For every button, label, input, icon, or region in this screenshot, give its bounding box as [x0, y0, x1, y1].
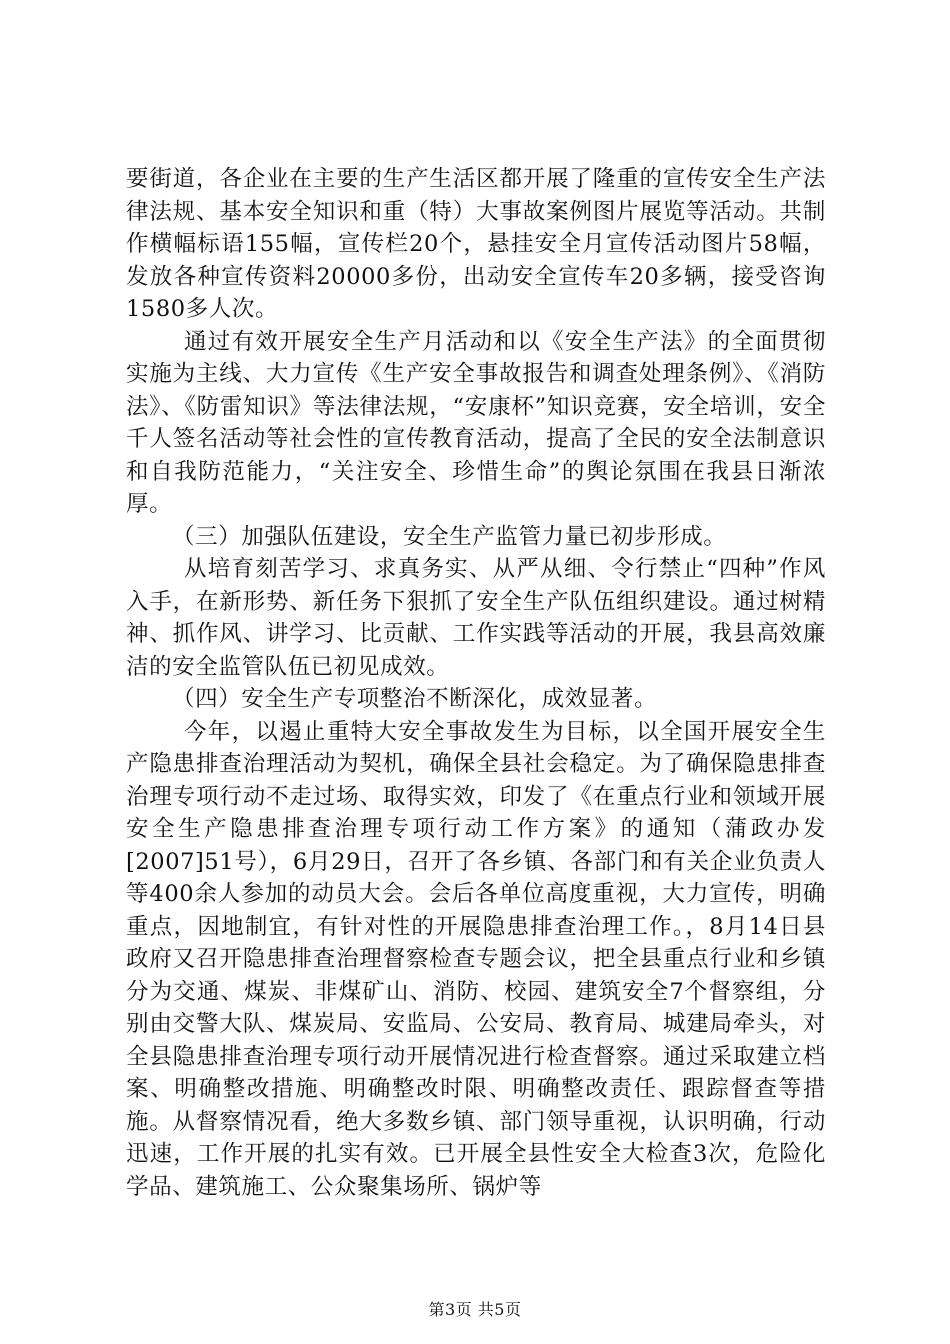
section-heading-team-building: （三）加强队伍建设，安全生产监管力量已初步形成。: [172, 523, 727, 550]
document-body: [126, 163, 826, 1203]
page-number: 第3页 共5页: [428, 1300, 522, 1319]
paragraph-team-building: 从培育刻苦学习、求真务实、从严从细、令行禁止“四种”作风入手，在新形势、新任务下狠抓了安全生产队伍组织建设。通过树精神、抓作风、讲学习、比贡献、工作实践等活动的开展，我县高效廉洁的安全监管队伍已初见成效。: [126, 556, 826, 680]
paragraph-safety-month: 通过有效开展安全生产月活动和以《安全生产法》的全面贯彻实施为主线、大力宣传《生产安全事故报告和调查处理条例》、《消防法》、《防雷知识》等法律法规，“安康杯”知识竞赛，安全培训，安全千人签名活动等社会性的宣传教育活动，提高了全民的安全法制意识和自我防范能力，“关注安全、珍惜生命”的舆论氛围在我县日渐浓厚。: [126, 328, 826, 517]
page-footer: [0, 1300, 950, 1320]
paragraph-special-rectification: 今年，以遏止重特大安全事故发生为目标，以全国开展安全生产隐患排查治理活动为契机，确保全县社会稳定。为了确保隐患排查治理专项行动不走过场、取得实效，印发了《在重点行业和领域开展安全生产隐患排查治理专项行动工作方案》的通知（蒲政办发[2007]51号），6月29日，召开了各乡镇、各部门和有关企业负责人等400余人参加的动员大会。会后各单位高度重视，大力宣传，明确重点，因地制宜，有针对性的开展隐患排查治理工作。，8月14日县政府又召开隐患排查治理督察检查专题会议，把全县重点行业和乡镇分为交通、煤炭、非煤矿山、消防、校园、建筑安全7个督察组，分别由交警大队、煤炭局、安监局、公安局、教育局、城建局牵头，对全县隐患排查治理专项行动开展情况进行检查督察。通过采取建立档案、明确整改措施、明确整改时限、明确整改责任、跟踪督查等措施。从督察情况看，绝大多数乡镇、部门领导重视，认识明确，行动迅速，工作开展的扎实有效。已开展全县性安全大检查3次，危险化学品、建筑施工、公众聚集场所、锅炉等: [126, 718, 826, 1200]
section-heading-special-rectification: （四）安全生产专项整治不断深化，成效显著。: [172, 686, 658, 712]
paragraph-publicity-stats: 要街道，各企业在主要的生产生活区都开展了隆重的宣传安全生产法律法规、基本安全知识和重（特）大事故案例图片展览等活动。共制作横幅标语155幅，宣传栏20个，悬挂安全月宣传活动图片58幅，发放各种宣传资料20000多份，出动安全宣传车20多辆，接受咨询1580多人次。: [126, 166, 826, 322]
